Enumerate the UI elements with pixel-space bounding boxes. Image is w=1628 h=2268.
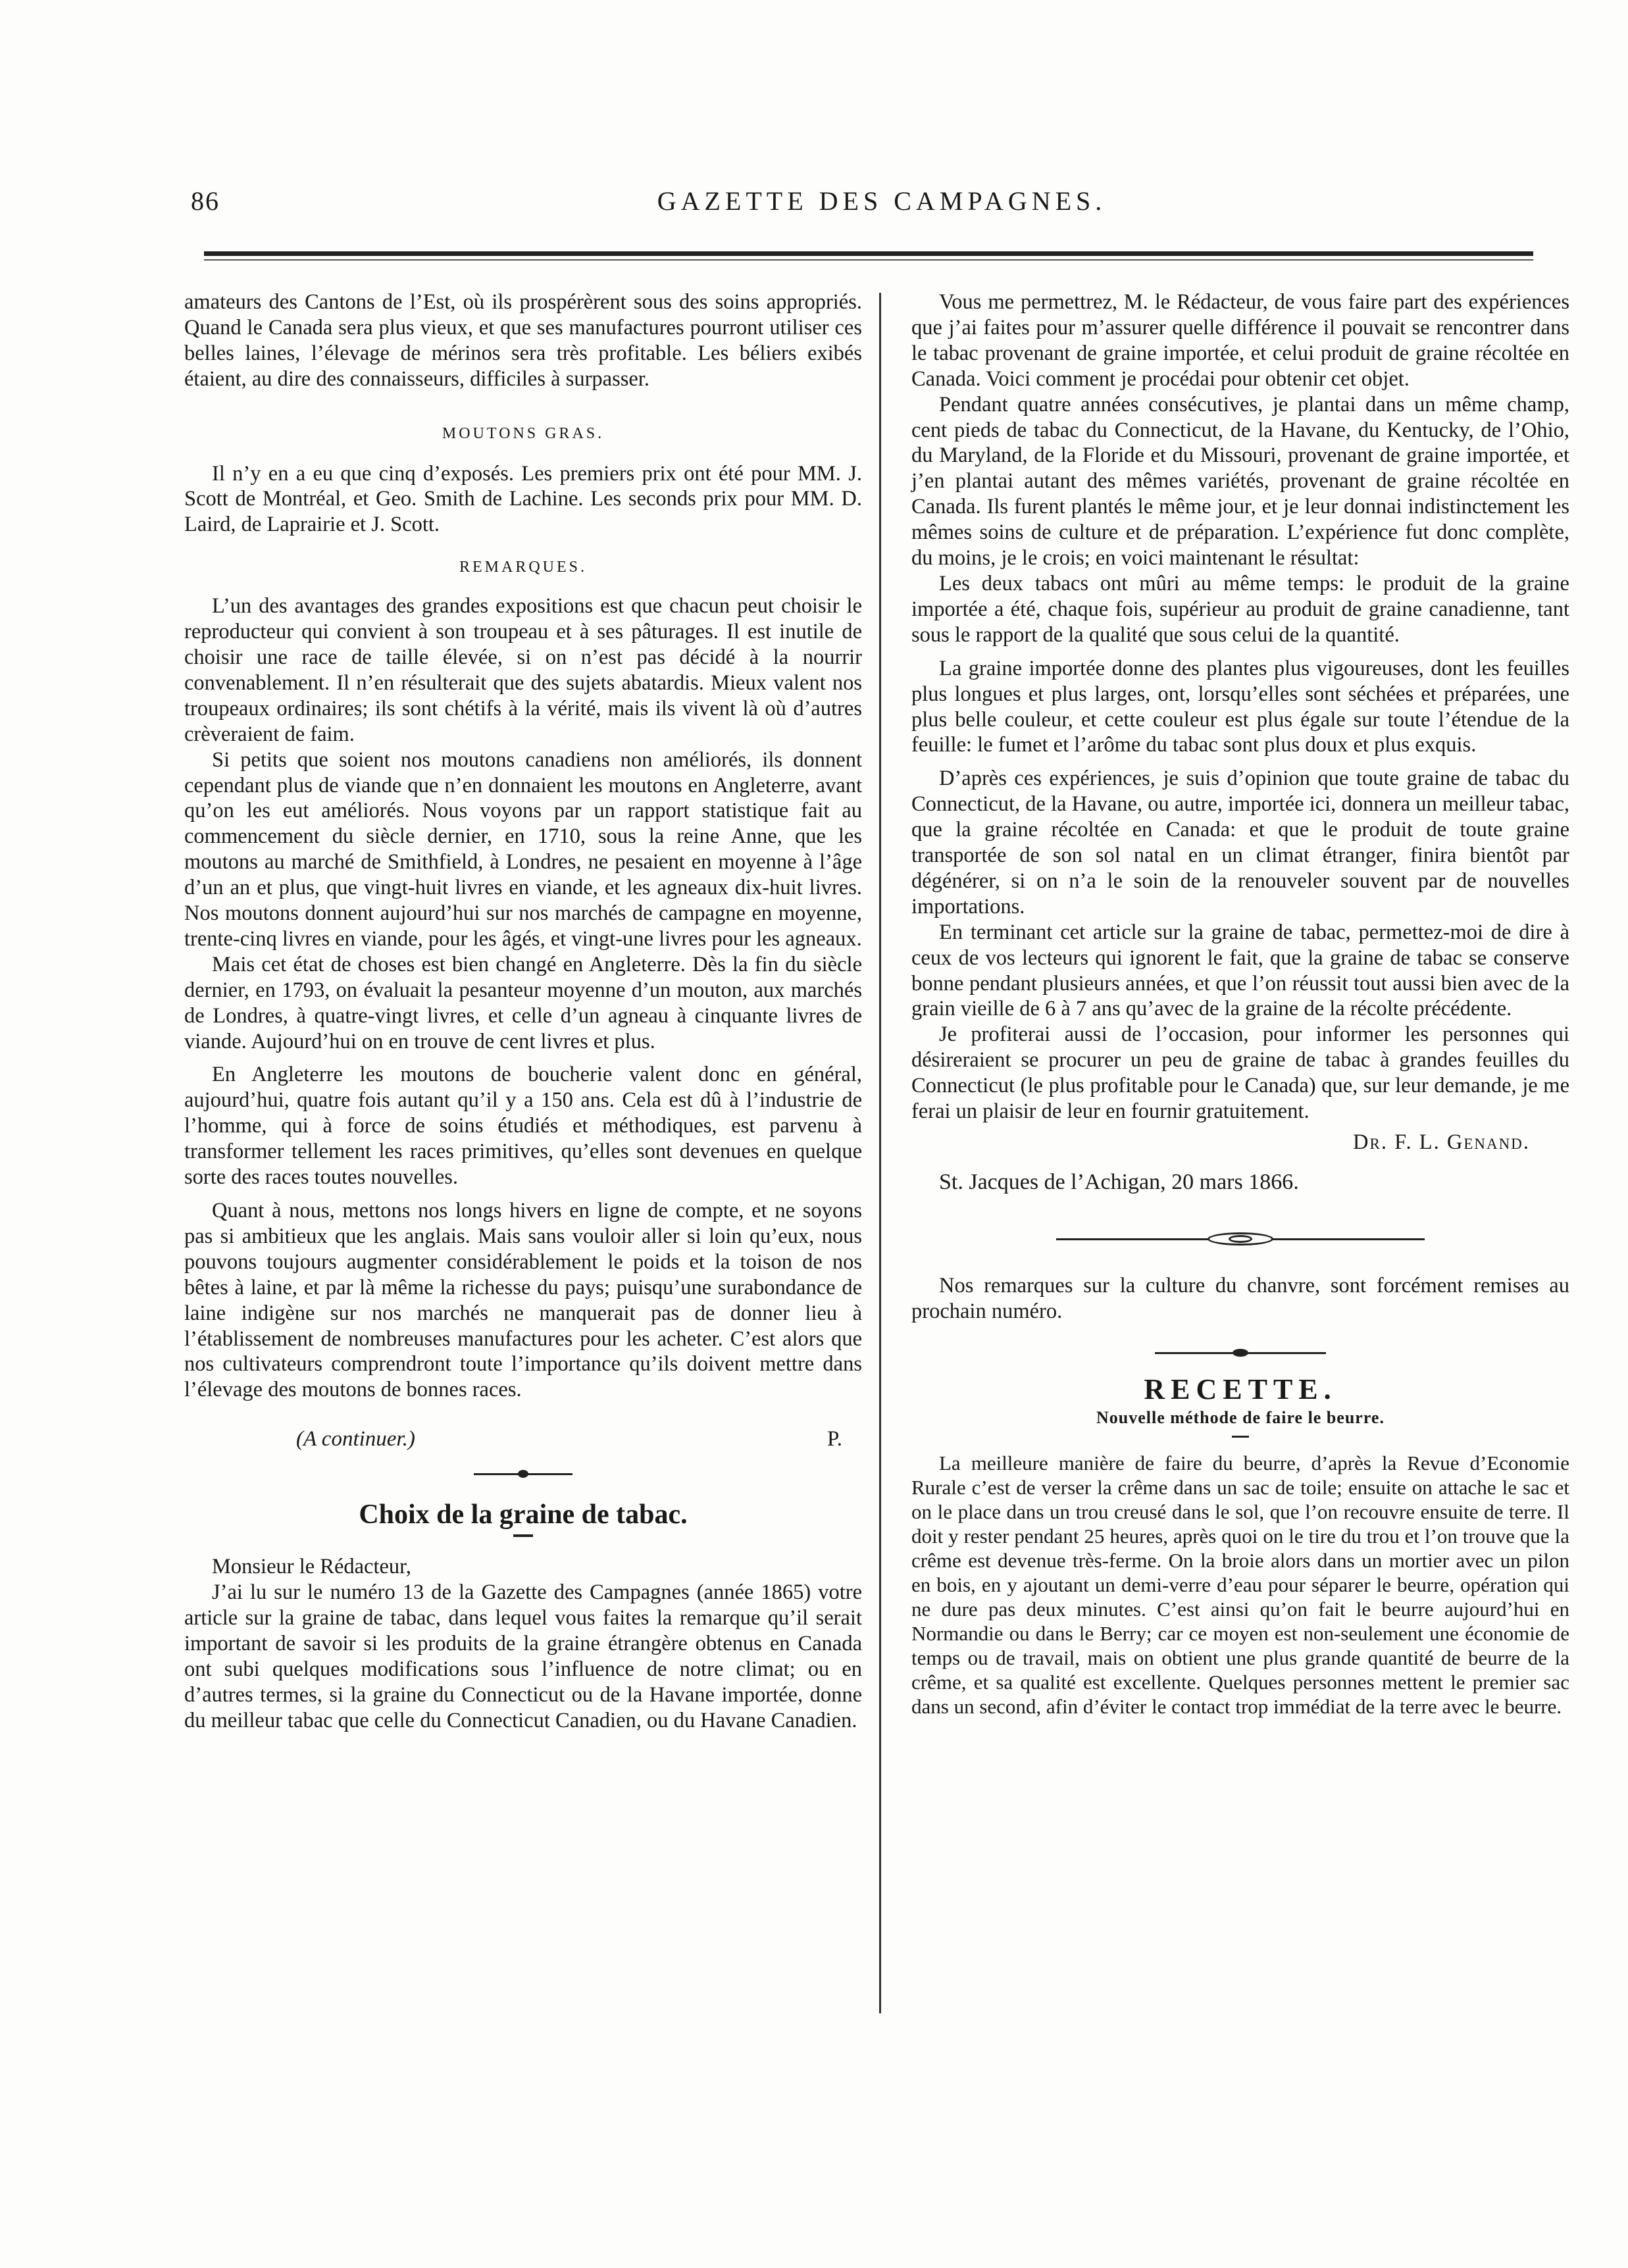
- paragraph: Si petits que soient nos moutons canadiens non améliorés, ils donnent cependant plus de viande que n’en donnaient les moutons en Angleterre, avant qu’on les eut améliorés. Nous voyons par un rapport statistique fait au commencement du siècle dernier, en 1710, sous la reine Anne, que les moutons au marché de Smithfield, à Londres, ne pesaient en moyenne à l’âge d’un an et plus, que vingt-huit livres en viande, et les agneaux dix-huit livres. Nos moutons donnent aujourd’hui sur nos marchés de campagne en moyenne, trente-cinq livres en viande, pour les âgés, et vingt-une livres pour les agneaux.: [184, 747, 862, 951]
- paragraph: Pendant quatre années consécutives, je plantai dans un même champ, cent pieds de tabac du Connecticut, de la Havane, du Kentucky, de l’Ohio, du Maryland, de la Floride et du Missouri, provenant de graine importée, et j’en plantai autant des mêmes variétés, provenant de graine récoltée en Canada. Ils furent plantés le même jour, et je leur donnai indistinctement les mêmes soins de culture et de préparation. L’expérience fut donc complète, du moins, je le crois; en voici maintenant le résultat:: [911, 392, 1569, 570]
- paragraph: J’ai lu sur le numéro 13 de la Gazette des Campagnes (année 1865) votre article sur la graine de tabac, dans lequel vous faites la remarque qu’il serait important de savoir si les produits de la graine étrangère obtenus en Canada ont subi quelques modifications sous l’influence de notre climat; ou en d’autres termes, si la graine du Connecticut ou de la Havane importée, donne du meilleur tabac que celle du Connecticut Canadien, ou du Havane Canadien.: [184, 1580, 862, 1732]
- page-header: [191, 186, 1533, 225]
- paragraph: amateurs des Cantons de l’Est, où ils prospérèrent sous des soins appropriés. Quand le Canada sera plus vieux, et que ses manufactures pourront utiliser ces belles laines, l’élevage de mérinos sera très profitable. Les béliers exibés étaient, au dire des connaisseurs, difficiles à surpasser.: [184, 290, 862, 391]
- section-ornament: [474, 1469, 572, 1478]
- page-number: 86: [191, 186, 220, 216]
- article-signoff: [184, 1403, 862, 1452]
- author-initial: P.: [827, 1427, 842, 1451]
- letter-place-date: St. Jacques de l’Achigan, 20 mars 1866.: [939, 1169, 1299, 1194]
- header-rule-thick: [204, 251, 1533, 256]
- editor-note: Nos remarques sur la culture du chanvre, sont forcément remises au prochain numéro.: [911, 1273, 1569, 1323]
- section-heading-moutons-gras: MOUTONS GRAS.: [442, 424, 605, 442]
- continuation-note: (A continuer.): [296, 1427, 415, 1451]
- column-divider: [879, 293, 881, 2013]
- paragraph: La meilleure manière de faire du beurre, d’après la Revue d’Economie Rurale c’est de verser la crême dans un sac de toile; ensuite on attache le sac et on le place dans un trou creusé dans le sol, que l’on recouvre ensuite de terre. Il doit y rester pendant 25 heures, après quoi on le tire du trou et l’on trouve que la crême est devenue très-ferme. On la broie alors dans un mortier avec un pilon en bois, en y ajoutant un demi-verre d’eau pour séparer le beurre, opération qui ne dure pas deux minutes. C’est ainsi qu’on fait le beurre aujourd’hui en Normandie ou dans le Berry; car ce moyen est non-seulement une économie de temps ou de travail, mais on obtient une plus grande quantité de beurre de la crême, et sa qualité est excellente. Quelques personnes mettent le premier sac dans un second, afin d’éviter le contact trop immédiat de la terre avec le beurre.: [911, 1451, 1569, 1719]
- paragraph: En Angleterre les moutons de boucherie valent donc en général, aujourd’hui, quatre fois autant qu’il y a 150 ans. Cela est dû à l’industrie de l’homme, qui à force de soins étudiés et méthodiques, est parvenu à transformer tellement les races primitives, qu’elles sont devenues en quelque sorte des races toutes nouvelles.: [184, 1063, 862, 1190]
- paragraph: Quant à nous, mettons nos longs hivers en ligne de compte, et ne soyons pas si ambitieux que les anglais. Mais sans vouloir aller si loin qu’eux, nous pouvons toujours augmenter considérablement le poids et la toison de nos bêtes à laine, et par là même la richesse du pays; puisqu’une surabondance de laine indigène sur nos marchés ne manquerait pas de donner lieu à l’établissement de nombreuses manufactures pour les acheter. C’est alors que nos cultivateurs comprendront toute l’importance qu’ils doivent mettre dans l’élevage des moutons de bonnes races.: [184, 1199, 862, 1402]
- paragraph: L’un des avantages des grandes expositions est que chacun peut choisir le reproducteur qui convient à son troupeau et à ses pâturages. Il est inutile de choisir une race de taille élevée, si on n’est pas décidé à la nourrir convenablement. Il n’en résulterait que des sujets abatardis. Mieux valent nos troupeaux ordinaires; ils sont chétifs à la vérité, mais ils vivent là où d’autres crèveraient de faim.: [184, 594, 862, 746]
- section-heading-remarques: REMARQUES.: [459, 559, 588, 576]
- article-title: Choix de la graine de tabac.: [359, 1499, 688, 1530]
- right-column: [911, 290, 1569, 1719]
- recipe-heading: RECETTE.: [1144, 1373, 1337, 1405]
- letter-signature: Dr. F. L. Genand.: [1353, 1130, 1530, 1154]
- header-rule-thin: [204, 259, 1533, 261]
- paragraph: Vous me permettrez, M. le Rédacteur, de vous faire part des expériences que j’ai faites pour m’assurer quelle différence il pouvait se rencontrer dans le tabac provenant de graine importée, et celui produit de graine récoltée en Canada. Voici comment je procédai pour obtenir cet objet.: [911, 290, 1569, 391]
- section-ornament: [1155, 1348, 1326, 1357]
- paragraph: D’après ces expériences, je suis d’opinion que toute graine de tabac du Connecticut, de la Havane, ou autre, importée ici, donnera un meilleur tabac, que la graine récoltée en Canada: et que le produit de toute graine transportée de son sol natal en un climat étranger, finira bientôt par dégénérer, si on n’a le soin de la renouveler souvent par de nouvelles importations.: [911, 767, 1569, 919]
- decorative-ornament: [1056, 1231, 1425, 1247]
- paragraph: Mais cet état de choses est bien changé en Angleterre. Dès la fin du siècle dernier, en 1793, on évaluait la pesanteur moyenne d’un mouton, aux marchés de Londres, à quatre-vingt livres, et celle d’un agneau à cinquante livres de viande. Aujourd’hui on en trouve de cent livres et plus.: [184, 952, 862, 1053]
- paragraph: La graine importée donne des plantes plus vigoureuses, dont les feuilles plus longues et plus larges, ont, lorsqu’elles sont séchées et préparées, une plus belle couleur, et cette couleur est plus égale sur toute l’étendue de la feuille: le fumet et l’arôme du tabac sont plus doux et plus exquis.: [911, 656, 1569, 757]
- paragraph: Je profiterai aussi de l’occasion, pour informer les personnes qui désireraient se procurer un peu de graine de tabac à grandes feuilles du Connecticut (le plus profitable pour le Canada) que, sur leur demande, je me ferai un plaisir de leur en fournir gratuitement.: [911, 1022, 1569, 1124]
- salutation: Monsieur le Rédacteur,: [212, 1555, 411, 1579]
- title-dash: [513, 1534, 533, 1537]
- recipe-subheading: Nouvelle méthode de faire le beurre.: [1096, 1407, 1385, 1427]
- running-title: GAZETTE DES CAMPAGNES.: [657, 186, 1107, 216]
- paragraph: En terminant cet article sur la graine de tabac, permettez-moi de dire à ceux de vos lecteurs qui ignorent le fait, que la graine de tabac se conserve bonne pendant plusieurs années, et que l’on réussit tout aussi bien avec de la grain vieille de 6 à 7 ans qu’avec de la graine de la récolte précédente.: [911, 920, 1569, 1021]
- paragraph: Il n’y en a eu que cinq d’exposés. Les premiers prix ont été pour MM. J. Scott de Montréal, et Geo. Smith de Lachine. Les seconds prix pour MM. D. Laird, de Laprairie et J. Scott.: [184, 461, 862, 537]
- left-column: [184, 290, 862, 1733]
- paragraph: Les deux tabacs ont mûri au même temps: le produit de la graine importée a été, chaque fois, supérieur au produit de graine canadienne, tant sous le rapport de la qualité que sous celui de la quantité.: [911, 571, 1569, 647]
- title-dash: [1232, 1436, 1249, 1438]
